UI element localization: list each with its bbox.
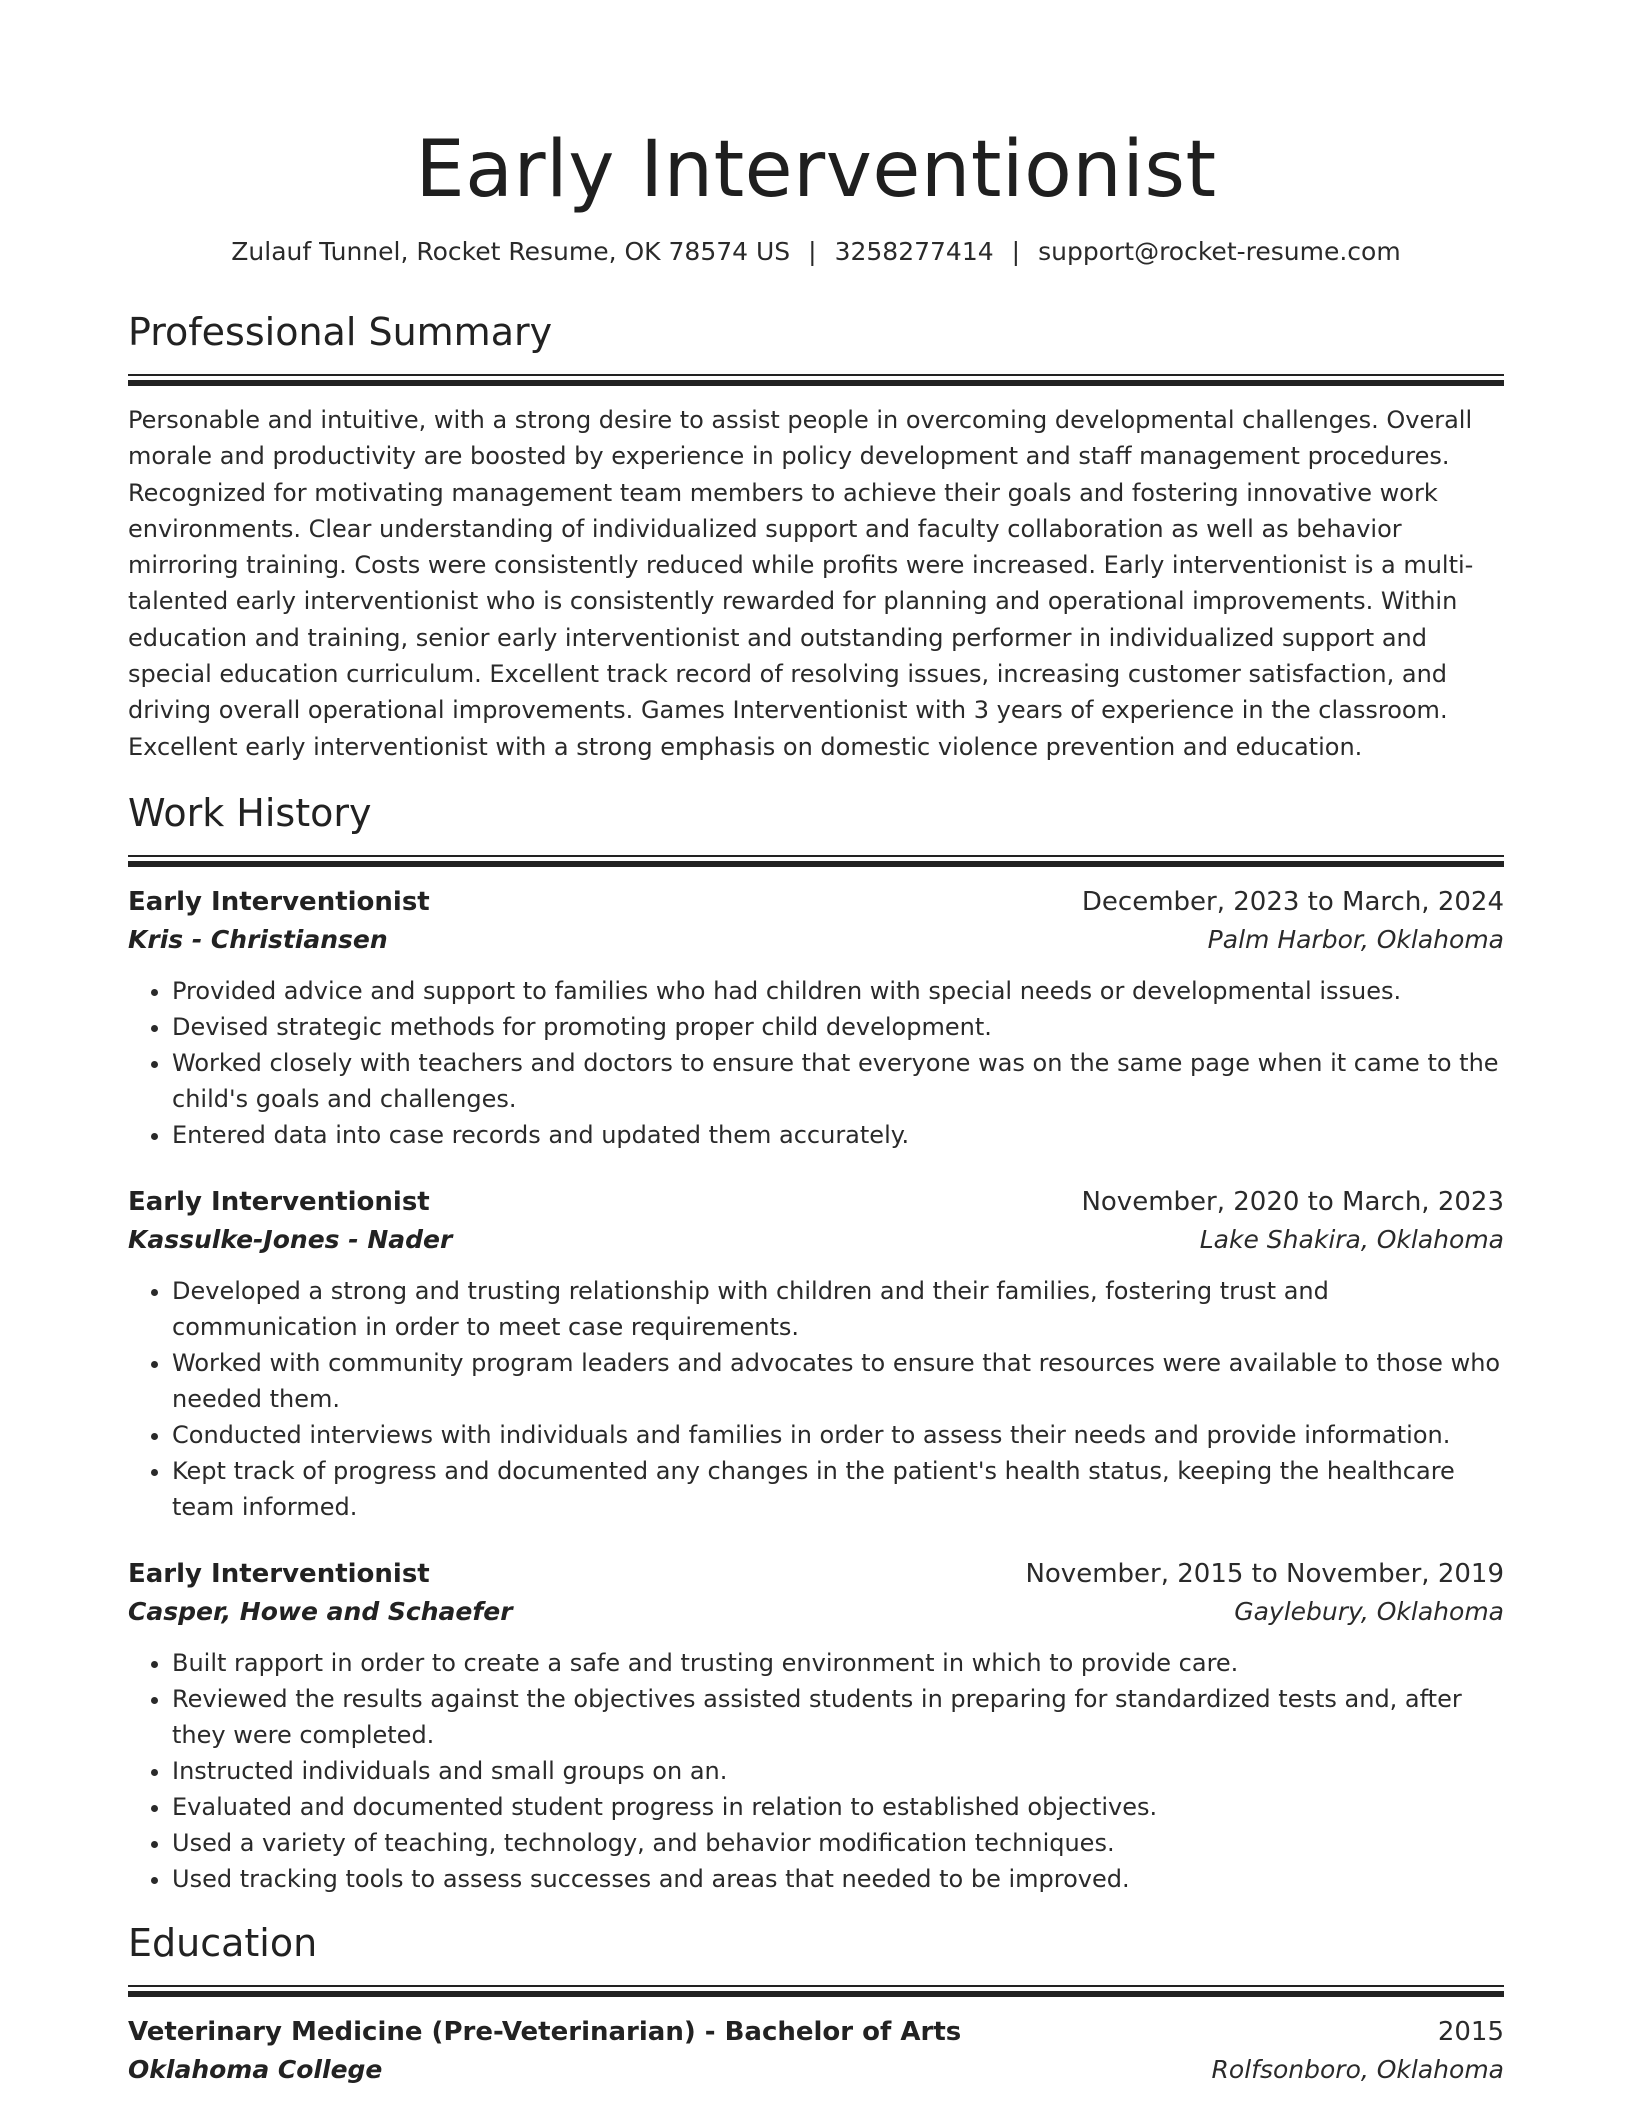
- job-employer: Kassulke-Jones - Nader: [128, 1224, 453, 1254]
- section-divider: [128, 374, 1504, 386]
- job-bullet: • Reviewed the results against the objectives assisted students in preparing for standardized tests and, after they were completed.: [172, 1681, 1504, 1753]
- job-list: [128, 883, 1504, 1897]
- contact-address: Zulauf Tunnel, Rocket Resume, OK 78574 US: [231, 237, 791, 266]
- work-history-heading: Work History: [128, 790, 372, 835]
- summary-section: [128, 308, 1504, 765]
- job-bullet: • Devised strategic methods for promoting proper child development.: [172, 1009, 1504, 1045]
- work-history-section: [128, 789, 1504, 1897]
- job-title: Early Interventionist: [128, 1186, 430, 1217]
- contact-email[interactable]: support@rocket-resume.com: [1038, 237, 1401, 266]
- job-location: Palm Harbor, Oklahoma: [1207, 924, 1504, 954]
- job-title: Early Interventionist: [128, 1558, 430, 1589]
- job-bullet: • Conducted interviews with individuals and families in order to assess their needs and provide information.: [172, 1417, 1504, 1453]
- summary-text: Personable and intuitive, with a strong desire to assist people in overcoming developmental challenges. Overall morale and productivity are boosted by experience in policy development and staff management procedures. Recognized for motivating management team members to achieve their goals and fostering innovative work environments. Clear understanding of individualized support and faculty collaboration as well as behavior mirroring training. Costs were consistently reduced while profits were increased. Early interventionist is a multi-talented early interventionist who is consistently rewarded for planning and operational improvements. Within education and training, senior early interventionist and outstanding performer in individualized support and special education curriculum. Excellent track record of resolving issues, increasing customer satisfaction, and driving overall operational improvements. Games Interventionist with 3 years of experience in the classroom. Excellent early interventionist with a strong emphasis on domestic violence prevention and education.: [128, 406, 1474, 761]
- job-title: Early Interventionist: [128, 886, 430, 917]
- job-dates: December, 2023 to March, 2024: [1081, 886, 1504, 917]
- education-degree: Veterinary Medicine (Pre-Veterinarian) - Bachelor of Arts: [128, 2016, 962, 2047]
- job-employer: Casper, Howe and Schaefer: [128, 1596, 513, 1626]
- job-bullet: • Evaluated and documented student progress in relation to established objectives.: [172, 1789, 1504, 1825]
- section-divider: [128, 1985, 1504, 1997]
- job-bullet: • Built rapport in order to create a safe and trusting environment in which to provide care.: [172, 1645, 1504, 1681]
- job-bullet: • Used a variety of teaching, technology, and behavior modification techniques.: [172, 1825, 1504, 1861]
- job-bullet: • Provided advice and support to families who had children with special needs or developmental issues.: [172, 973, 1504, 1009]
- contact-separator: |: [1011, 237, 1021, 266]
- job-dates: November, 2020 to March, 2023: [1081, 1186, 1504, 1217]
- job-bullet: • Worked closely with teachers and doctors to ensure that everyone was on the same page when it came to the child's goals and challenges.: [172, 1045, 1504, 1117]
- contact-phone: 3258277414: [834, 237, 994, 266]
- job-bullets: [128, 1273, 1504, 1525]
- job-dates: November, 2015 to November, 2019: [1025, 1558, 1504, 1589]
- job-entry: [128, 1555, 1504, 1897]
- education-school: Oklahoma College: [128, 2054, 383, 2084]
- education-location: Rolfsonboro, Oklahoma: [1211, 2054, 1504, 2084]
- job-bullet: • Instructed individuals and small groups on an.: [172, 1753, 1504, 1789]
- section-divider: [128, 855, 1504, 867]
- summary-heading: Professional Summary: [128, 310, 553, 354]
- job-bullet: • Used tracking tools to assess successes and areas that needed to be improved.: [172, 1861, 1504, 1897]
- resume-name: Early Interventionist: [415, 125, 1217, 215]
- contact-line: [128, 234, 1504, 270]
- job-entry: [128, 883, 1504, 1153]
- job-bullets: [128, 1645, 1504, 1897]
- job-entry: [128, 1183, 1504, 1525]
- job-bullet: • Kept track of progress and documented any changes in the patient's health status, keeping the healthcare team informed.: [172, 1453, 1504, 1525]
- education-heading: Education: [128, 1920, 318, 1965]
- education-section: [128, 1919, 1504, 2089]
- contact-separator: |: [808, 237, 817, 266]
- job-bullets: [128, 973, 1504, 1153]
- job-bullet: • Worked with community program leaders and advocates to ensure that resources were available to those who needed them.: [172, 1345, 1504, 1417]
- education-year: 2015: [1437, 2016, 1504, 2047]
- job-employer: Kris - Christiansen: [128, 924, 388, 954]
- job-bullet: • Developed a strong and trusting relationship with children and their families, fostering trust and communication in order to meet case requirements.: [172, 1273, 1504, 1345]
- job-location: Gaylebury, Oklahoma: [1234, 1596, 1504, 1626]
- job-bullet: • Entered data into case records and updated them accurately.: [172, 1117, 1504, 1153]
- education-entry: [128, 2013, 1504, 2089]
- job-location: Lake Shakira, Oklahoma: [1199, 1224, 1504, 1254]
